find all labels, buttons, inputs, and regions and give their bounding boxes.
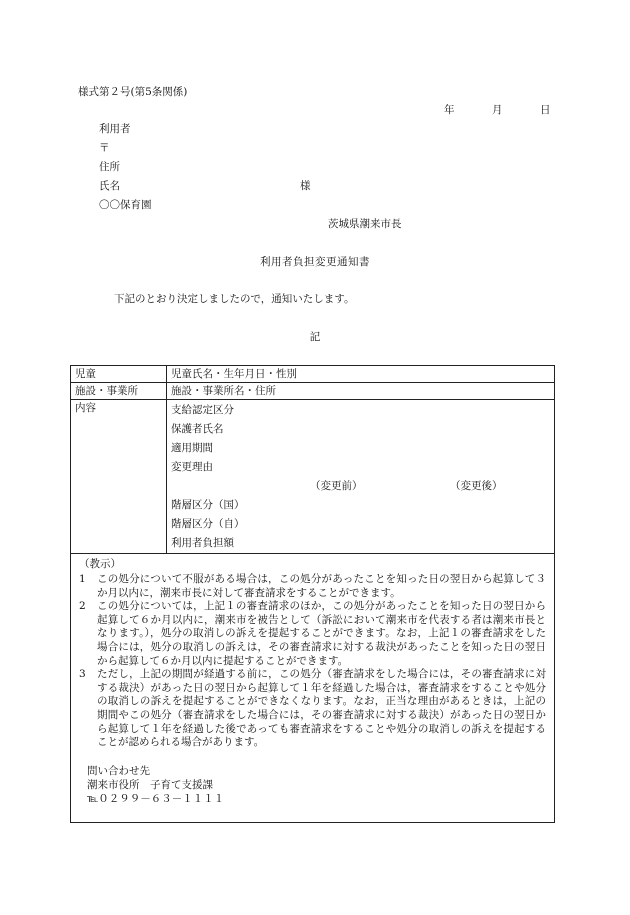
instruction-item [79,668,546,750]
table-row [71,400,555,554]
item-number: 2 [79,600,86,613]
item-number: 1 [79,573,86,585]
contact-tel: ℡０２９９－６３－１１１１ [87,792,225,805]
item-text: この処分について不服がある場合は，この処分があったことを知った日の翌日から起算して３か月以内に，潮来市長に対して審査請求をすることができます。 [97,573,546,599]
date-month-label: 月 [492,104,503,116]
period-item: 適用期間 [171,442,213,454]
row-label-child: 児童 [71,366,167,383]
name-label: 氏名 [99,180,120,192]
before-label: （変更前） [310,480,363,492]
after-label: （変更後） [450,480,503,492]
tier-national-item: 階層区分（国） [171,499,245,511]
notice-table [70,365,555,823]
before-after-row [171,477,550,496]
contact-office: 潮来市役所 子育て支援課 [87,778,213,791]
item-number: 3 [79,668,86,681]
burden-item: 利用者負担額 [171,537,234,549]
instruction-heading: （教示） [79,558,121,570]
instruction-item [79,600,546,668]
tier-local-item: 階層区分（自） [171,518,245,530]
ki-mark: 記 [309,331,321,343]
row-value-facility: 施設・事業所名・住所 [167,383,555,400]
instruction-item [79,573,546,600]
guardian-item: 保護者氏名 [171,423,224,435]
row-value-child: 児童氏名・生年月日・性別 [167,366,555,383]
lead-text: 下記のとおり決定しましたので，通知いたします。 [114,293,355,305]
issuer: 茨城県潮来市長 [328,218,402,230]
date-day-label: 日 [540,104,551,116]
date-year-label: 年 [444,104,455,116]
honorific: 様 [300,180,311,192]
contact-block [79,764,546,806]
address-label: 住所 [99,161,120,173]
content-cell [167,400,555,554]
item-text: この処分については，上記１の審査請求のほか，この処分があったことを知った日の翌日から起算して６か月以内に，潮来市を被告として（訴訟において潮来市を代表する者は潮来市長となります。），処分の取消しの訴えを提起することができます。なお，上記１の審査請求をした場合には，処分の取消しの訴えは，その審査請求に対する裁決があったことを知った日の翌日から起算して６か月以内に提起することができます。 [97,600,546,667]
contact-label: 問い合わせ先 [87,764,150,777]
instruction-cell [71,554,555,823]
recipient-label: 利用者 [99,123,131,135]
row-label-content: 内容 [71,400,167,554]
row-label-facility: 施設・事業所 [71,383,167,400]
certification-item: 支給認定区分 [171,404,234,416]
table-row [71,366,555,383]
form-number: 様式第２号(第5条関係) [78,86,188,98]
postal-mark: 〒 [99,142,110,154]
document-title: 利用者負担変更通知書 [260,256,370,268]
item-text: ただし，上記の期間が経過する前に，この処分（審査請求をした場合には，その審査請求に対する裁決）があった日の翌日から起算して１年を経過した場合は，審査請求をすることや処分の取消しの訴えを提起することができなくなります。なお，正当な理由があるときは，上記の期間やこの処分（審査請求をした場合には，その審査請求に対する裁決）があった日の翌日から起算して１年を経過した後であっても審査請求をすることや処分の取消しの訴えを提起することが認められる場合があります。 [97,668,546,749]
table-row [71,383,555,400]
reason-item: 変更理由 [171,461,213,473]
table-row [71,554,555,823]
nursery-name: 〇〇保育園 [99,199,152,211]
